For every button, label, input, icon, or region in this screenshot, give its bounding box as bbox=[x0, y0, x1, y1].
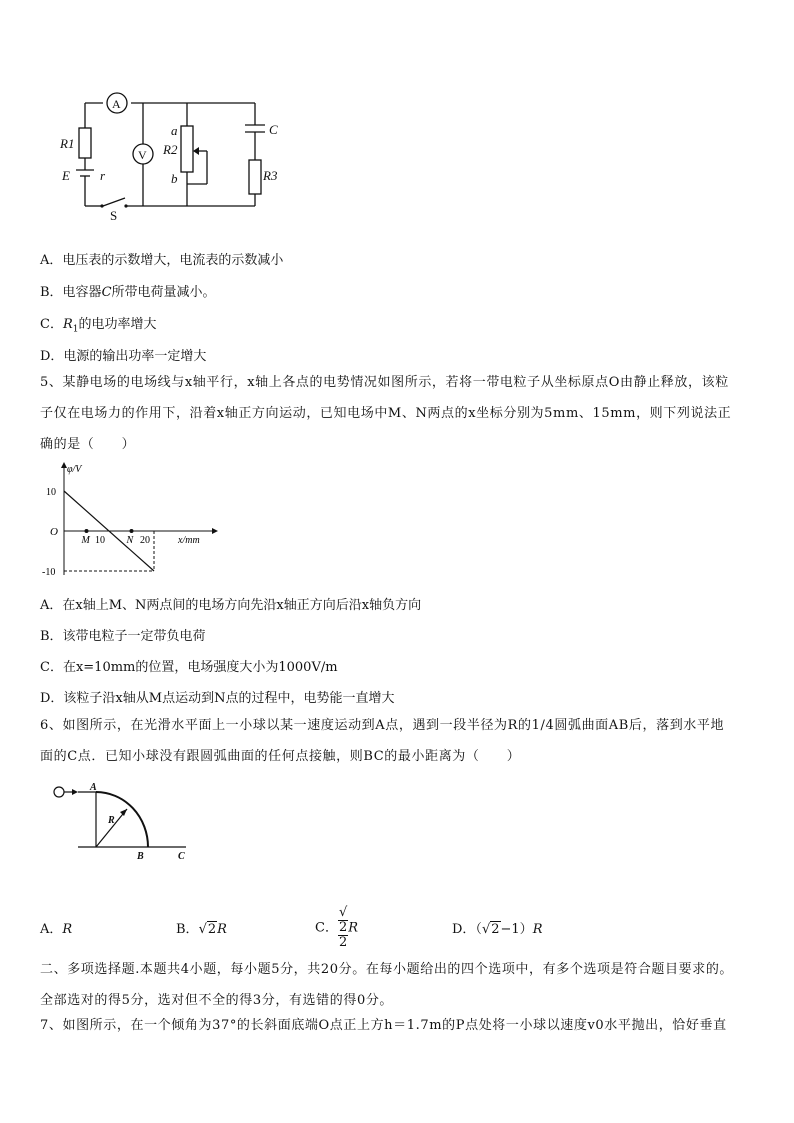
q5-stem: 5、某静电场的电场线与x轴平行，x轴上各点的电势情况如图所示，若将一带电粒子从坐标原点O由静止释放，该粒 子仅在电场力的作用下，沿着x轴正方向运动，已知电场中M、N两点的x坐标分别为5mm、15mm，则下列说法正 确的是（ ） bbox=[40, 375, 732, 452]
q5-option-a: A．在x轴上M、N两点间的电场方向先沿x轴正方向后沿x轴负方向 bbox=[40, 598, 422, 613]
point-m-label: M bbox=[81, 535, 90, 546]
q5-option-d: D．该粒子沿x轴从M点运动到N点的过程中，电势能一直增大 bbox=[40, 691, 395, 706]
q6-option-a: A．R bbox=[40, 922, 73, 937]
s-label: S bbox=[110, 208, 118, 223]
origin-label: O bbox=[50, 526, 58, 538]
q6-option-b: B．√2R bbox=[176, 922, 227, 937]
point-n bbox=[130, 529, 134, 533]
r3-label: R3 bbox=[263, 168, 278, 183]
q6-option-c: C． √ 2 2 R bbox=[315, 905, 359, 950]
point-m bbox=[85, 529, 89, 533]
point-a-label: A bbox=[90, 782, 97, 793]
potential-chart bbox=[36, 460, 226, 585]
q5-option-b: B．该带电粒子一定带负电荷 bbox=[40, 629, 206, 644]
e-label: E bbox=[62, 168, 70, 183]
ammeter-label: A bbox=[112, 97, 121, 111]
point-b-label: B bbox=[137, 851, 144, 862]
x-axis-label: x/mm bbox=[178, 535, 200, 546]
q4-option-a: A．电压表的示数增大，电流表的示数减小 bbox=[40, 253, 284, 268]
y-axis-label: φ/V bbox=[67, 464, 82, 475]
section2-header: 二、多项选择题.本题共4小题，每小题5分，共20分。在每小题给出的四个选项中，有多个选项是符合题目要求的。 全部选对的得5分，选对但不全的得3分，有选错的得0分。 bbox=[40, 962, 734, 1008]
a-label: a bbox=[171, 123, 178, 138]
y-tick-label: 10 bbox=[46, 487, 56, 498]
point-c-label: C bbox=[178, 851, 185, 862]
circuit-diagram bbox=[55, 88, 285, 223]
radius-label: R bbox=[108, 815, 115, 826]
r1-label: R1 bbox=[60, 136, 75, 151]
q4-option-c: C．$R_1$的电功率增大 bbox=[40, 317, 157, 335]
x-tick-label: 10 bbox=[95, 535, 105, 546]
x-tick-label: 20 bbox=[140, 535, 150, 546]
voltmeter-label: V bbox=[138, 148, 147, 162]
x-axis-arrow bbox=[212, 528, 218, 534]
r2-label: R2 bbox=[163, 142, 178, 157]
q6-stem: 6、如图所示，在光滑水平面上一小球以某一速度运动到A点，遇到一段半径为R的1/4圆弧曲面AB后，落到水平地 面的C点．已知小球没有跟圆弧曲面的任何点接触，则BC的最小距离为（ ） bbox=[40, 718, 725, 764]
arc-diagram bbox=[48, 780, 198, 865]
point-n-label: N bbox=[126, 535, 134, 546]
r-label: r bbox=[100, 168, 106, 183]
q6-option-d: D．（√2−1）R bbox=[452, 922, 543, 937]
c-label: C bbox=[269, 122, 278, 137]
q5-option-c: C．在x=10mm的位置，电场强度大小为1000V/m bbox=[40, 660, 338, 675]
b-label: b bbox=[171, 171, 178, 186]
q4-option-b: B．电容器C所带电荷量减小。 bbox=[40, 285, 216, 300]
q4-option-d: D．电源的输出功率一定增大 bbox=[40, 349, 207, 364]
q7-stem: 7、如图所示，在一个倾角为37°的长斜面底端O点正上方h＝1.7m的P点处将一小球以速度v0水平抛出，恰好垂直 bbox=[40, 1018, 727, 1033]
y-tick-label: -10 bbox=[42, 567, 56, 578]
